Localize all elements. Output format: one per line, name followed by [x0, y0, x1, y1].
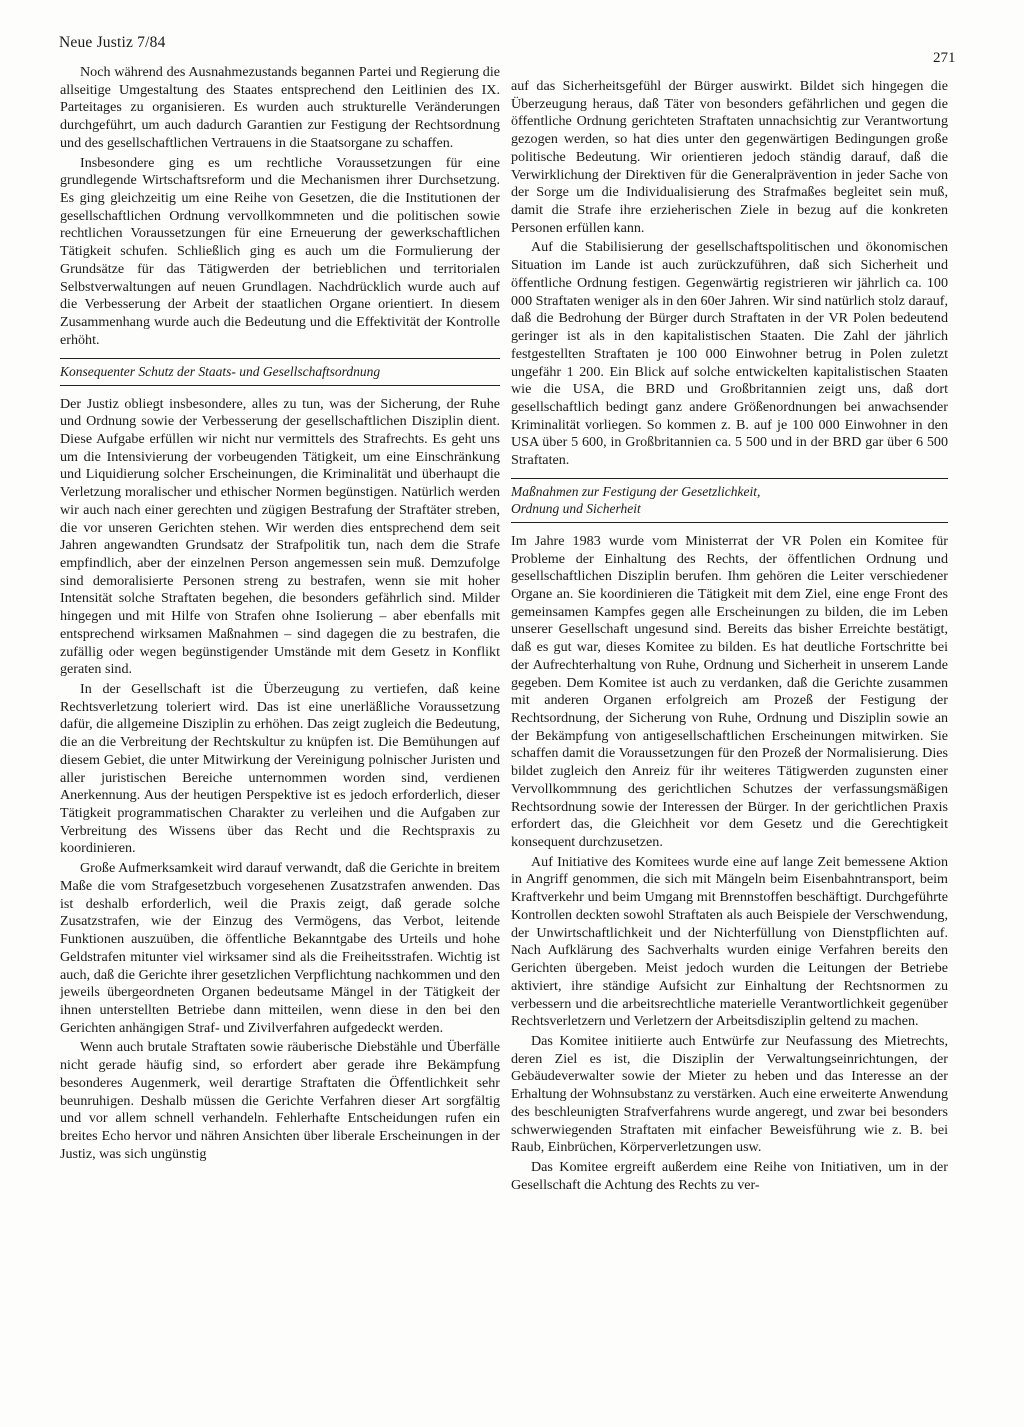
paragraph: Auf Initiative des Komitees wurde eine auf lange Zeit bemessene Aktion in Angriff genommen, die sich mit Mängeln beim Eisenbahntransport, beim Kraftverkehr und beim Umgang mit Brennstoffen beschäftigt. Durchgeführte Kontrollen deckten sowohl Straftaten als auch Beispiele der Verschwendung, der Unwirtschaftlichkeit und der Nichterfüllung von Dienstpflichten auf. Nach Aufklärung des Sachverhalts wurden einige Verfahren bereits den Gerichten übergeben. Meist jedoch wurden die Leitungen der Betriebe aktiviert, ihre ständige Aufsicht zur Einhaltung der Rechtsnormen zu verbessern und die arbeitsrechtliche materielle Verantwortlichkeit gegenüber Rechtsverletzern und Verletzern der Arbeitsdisziplin geltend zu machen.	[511, 853, 948, 1030]
paragraph: Noch während des Ausnahmezustands begannen Partei und Regierung die allseitige Umgestaltung des Staates entsprechend den Leitlinien des IX. Parteitages zu organisieren. Es wurden auch strukturelle Veränderungen durchgeführt, um auch dadurch Garantien zur Festigung der Rechtsordnung und des gesellschaftlichen Vertrauens in die Staatsorgane zu schaffen.	[60, 64, 500, 151]
journal-header: Neue Justiz 7/84	[59, 34, 166, 51]
section-heading-text: Konsequenter Schutz der Staats- und Gesellschaftsordnung	[60, 363, 381, 379]
section-heading-line: Maßnahmen zur Festigung der Gesetzlichkeit,	[511, 483, 761, 499]
section-heading-line: Ordnung und Sicherheit	[511, 500, 641, 516]
right-column	[511, 78, 948, 1196]
left-column	[60, 64, 500, 1165]
paragraph: Das Komitee ergreift außerdem eine Reihe von Initiativen, um in der Gesellschaft die Achtung des Rechts zu ver-	[511, 1158, 948, 1193]
paragraph: Auf die Stabilisierung der gesellschaftspolitischen und ökonomischen Situation im Lande ist auch zurückzuführen, daß sich Sicherheit und öffentliche Ordnung festigen. Gegenwärtig registrieren wir jährlich ca. 100 000 Straftaten weniger als in den 60er Jahren. Wir sind natürlich stolz darauf, daß die Bedrohung der Bürger durch Straftaten in der VR Polen bedeutend geringer ist als in den kapitalistischen Staaten. Die Zahl der jährlich festgestellten Straftaten je 100 000 Einwohner betrug in Polen zuletzt ungefähr 1 200. Ein Blick auf solche entwickelten kapitalistischen Staaten wie die USA, die BRD und Großbritannien zeigt uns, daß dort gesellschaftlich bedingt ganz andere Größenordnungen bei anwachsender Kriminalität vorliegen. So kommen z. B. auf je 100 000 Einwohner in den USA über 5 600, in Großbritannien ca. 5 500 und in der BRD gar über 6 500 Straftaten.	[511, 239, 948, 469]
paragraph: auf das Sicherheitsgefühl der Bürger auswirkt. Bildet sich hingegen die Überzeugung heraus, daß Täter von besonders gefährlichen und gegen die öffentliche Ordnung gerichteten Straftaten unnachsichtig zur Verantwortung gezogen werden, so hat dies unter den gegenwärtigen Bedingungen große politische Bedeutung. Wir orientieren jedoch ständig darauf, daß die Verwirklichung der Direktiven für die Generalprävention in jeder Sache von der Sorge um die Individualisierung des Strafmaßes begleitet sein muß, damit die Strafe ihre erzieherischen Ziele in bezug auf die konkreten Personen erfüllen kann.	[511, 78, 948, 236]
section-heading	[60, 358, 500, 386]
paragraph: Große Aufmerksamkeit wird darauf verwandt, daß die Gerichte in breitem Maße die vom Strafgesetzbuch vorgesehenen Zusatzstrafen anwenden. Das ist deshalb erforderlich, weil die Praxis zeigt, daß gerade solche Zusatzstrafen, wie der Einzug des Vermögens, das Verbot, leitende Funktionen auszuüben, die öffentliche Bekanntgabe des Urteils und hohe Geldstrafen mitunter viel wirksamer sind als die Freiheitsstrafen. Wichtig ist auch, daß die Gerichte ihrer gesetzlichen Verpflichtung nachkommen und den jeweils übergeordneten Organen bedeutsame Mängel in der Tätigkeit der ihnen unterstellten Betriebe dann mitteilen, wenn diese in den bei den Gerichten anhängigen Straf- und Zivilverfahren aufgedeckt werden.	[60, 860, 500, 1036]
paragraph: Im Jahre 1983 wurde vom Ministerrat der VR Polen ein Komitee für Probleme der Einhaltung des Rechts, der öffentlichen Ordnung und gesellschaftlichen Disziplin berufen. Ihm gehören die Leiter verschiedener Organe an. Sie koordinieren die Tätigkeit mit dem Ziel, eine enge Front des gemeinsamen Kampfes gegen alle Erscheinungen zu bilden, die im Leben unserer Gesellschaft ungesund sind. Bereits das bisher Erreichte bestätigt, daß es gut war, dieses Komitee zu bilden. Es hat deutliche Fortschritte bei der Aufrechterhaltung von Ruhe, Ordnung und Sicherheit in unserem Lande gegeben. Dem Komitee ist auch zu verdanken, daß die Gerichte zusammen mit anderen Organen erfolgreich am Prozeß der Festigung der Rechtsordnung, der Sicherung von Ruhe, Ordnung und Disziplin sowie an der Bekämpfung von antigesellschaftlichen Erscheinungen mitwirken. Sie schaffen damit die Voraussetzungen für den Prozeß der Normalisierung. Dies bildet zugleich den Anreiz für ihr weiteres Tätigwerden zugunsten einer Vervollkommnung des gerichtlichen Schutzes der verfassungsmäßigen Rechtsordnung sowie der Interessen der Bürger. In der gerichtlichen Praxis erfordert das, die Gleichheit vor dem Gesetz und die Gerechtigkeit konsequent durchzusetzen.	[511, 532, 948, 851]
page-number: 271	[933, 50, 956, 66]
section-heading	[511, 478, 948, 523]
paragraph: Der Justiz obliegt insbesondere, alles zu tun, was der Sicherung, der Ruhe und Ordnung sowie der Verbesserung der gesellschaftlichen Disziplin dient. Diese Aufgabe erfüllen wir nicht nur vermittels des Strafrechts. Es geht uns um die Intensivierung der vorbeugenden Tätigkeit, um eine Einschränkung und Liquidierung solcher Erscheinungen, die Kriminalität und überhaupt die Verletzung moralischer und ethischer Normen begünstigen. Natürlich werden wir auch nach einer gerechten und zügigen Bestrafung der Straftäter streben, die vor unseren Gerichten stehen. Wir werden dies entsprechend dem seit Jahren angewandten Grundsatz der Strafpolitik tun, nach dem die Strafe empfindlich, aber der einzelnen Person angemessen sein muß. Demzufolge sind demoralisierte Personen streng zu bestrafen, wenn sie mit hoher Intensität solche Straftaten begehen, die besonders gefährlich sind. Milder hingegen und mit Hilfe von Strafen ohne Isolierung – aber ebenfalls mit entsprechend wirksamen Maßnahmen – sind dagegen die zu bestrafen, die zufällig oder wegen begünstigender Umstände mit dem Gesetz in Konflikt geraten sind.	[60, 395, 500, 678]
paragraph: In der Gesellschaft ist die Überzeugung zu vertiefen, daß keine Rechtsverletzung toleriert wird. Das ist eine unerläßliche Voraussetzung dafür, die allgemeine Disziplin zu erhöhen. Das zeigt zugleich die Bedeutung, die an die Verbreitung der Rechtskultur zu knüpfen ist. Die Bemühungen auf diesem Gebiet, die unter Mitwirkung der Vereinigung polnischer Juristen und aller juristischen Bereiche unternommen worden sind, verdienen Anerkennung. Aus der heutigen Perspektive ist es jedoch erforderlich, dieser Tätigkeit programmatischen Charakter zu verleihen und die Aufgaben zur Verbreitung des Wissens über das Recht und die Rechtspraxis zu koordinieren.	[60, 681, 500, 857]
paragraph: Insbesondere ging es um rechtliche Voraussetzungen für eine grundlegende Wirtschaftsreform und die Mechanismen ihrer Durchsetzung. Es ging gleichzeitig um eine Reihe von Gesetzen, die die Institutionen der gesellschaftlichen Ordnung vervollkommneten und die politischen sowie rechtlichen Voraussetzungen für eine Erneuerung der gewerkschaftlichen Tätigkeit schufen. Schließlich ging es auch um die Formulierung der Grundsätze für das Tätigwerden der betrieblichen und territorialen Selbstverwaltungen auf neuen Grundlagen. Nachdrücklich wurde auch auf die Verbesserung der Arbeit der staatlichen Organe orientiert. In diesem Zusammenhang wurde auch die Bedeutung und die Effektivität der Kontrolle erhöht.	[60, 154, 500, 348]
paragraph: Wenn auch brutale Straftaten sowie räuberische Diebstähle und Überfälle nicht gerade häufig sind, so erfordert aber gerade ihre Bekämpfung besonderes Augenmerk, weil derartige Straftaten die Öffentlichkeit sehr beunruhigen. Deshalb müssen die Gerichte Verfahren dieser Art sorgfältig und vor allem schnell verhandeln. Fehlerhafte Entscheidungen rufen ein breites Echo hervor und nähren Ansichten über liberale Erscheinungen in der Justiz, was sich ungünstig	[60, 1039, 500, 1162]
paragraph: Das Komitee initiierte auch Entwürfe zur Neufassung des Mietrechts, deren Ziel es ist, die Disziplin der Verwaltungseinrichtungen, der Gebäudeverwalter sowie der Mieter zu heben und das Interesse an der Erhaltung der Wohnsubstanz zu verstärken. Auch eine erweiterte Anwendung des beschleunigten Strafverfahrens wurde angeregt, und zwar bei besonders schwerwiegenden Straftaten mit einfacher Beweisführung wie z. B. bei Raub, Einbrüchen, Körperverletzungen usw.	[511, 1032, 948, 1156]
